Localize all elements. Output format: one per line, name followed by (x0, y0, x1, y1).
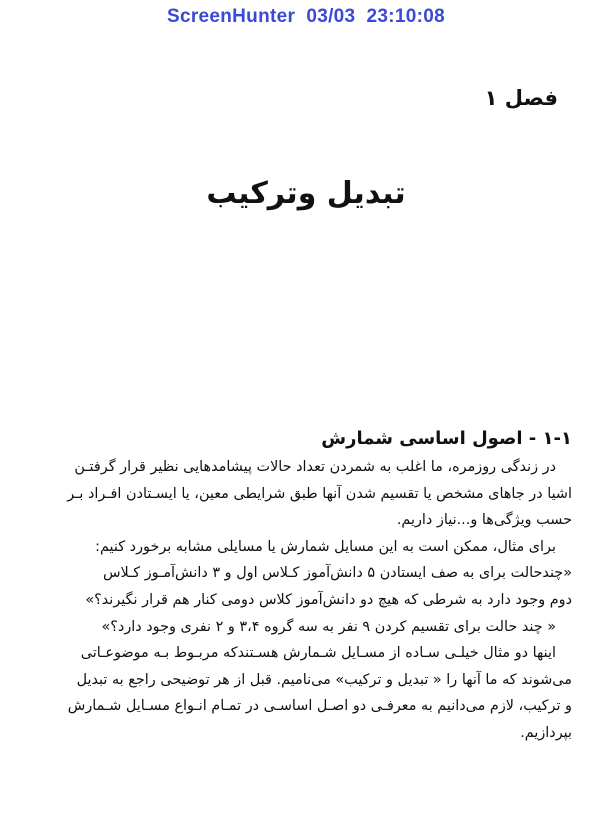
chapter-label: فصل ۱ (484, 86, 558, 110)
text-line: و ترکیب، لازم می‌دانیم به معرفـی دو اصـل اساسـی در تمـام انـواع مسـایل شـمارش (67, 698, 572, 715)
body-text (36, 454, 572, 747)
text-line: می‌شوند که ما آنها را « تبدیل و ترکیب» می‌نامیم. قبل از هر توضیحی راجع به تبدیل (76, 671, 572, 688)
text-line: اشیا در جاهای مشخص یا تقسیم شدن آنها طبق شرایطی معین، یا ایسـتادن افـراد بـر (67, 485, 572, 502)
text-line: حسب ویژگی‌ها و...نیاز داریم. (396, 512, 572, 529)
screenhunter-timestamp: ScreenHunter 03/03 23:10:08 (166, 6, 445, 27)
text-line: برای مثال، ممکن است به این مسایل شمارش یا مسایلی مشابه برخورد کنیم: (95, 538, 556, 555)
chapter-title: تبدیل وترکیب (206, 176, 406, 211)
text-line: دوم وجود دارد به شرطی که هیچ دو دانش‌آموز کلاس دومی کنار هم قرار نگیرند؟» (85, 591, 572, 608)
section-1-1 (36, 426, 572, 747)
text-line: در زندگی روزمره، ما اغلب به شمردن تعداد حالات پیشامدهایی نظیر قرار گرفتـن (74, 459, 556, 475)
text-line: بپردازیم. (520, 724, 572, 741)
text-line: اینها دو مثال خیلـی سـاده از مسـایل شـمارش هسـتندکه مربـوط بـه موضوعـاتی (80, 645, 556, 662)
section-heading: ۱-۱ - اصول اساسی شمارش (321, 428, 572, 449)
text-line: « چند حالت برای تقسیم کردن ۹ نفر به سه گروه ۳،۴ و ۲ نفری وجود دارد؟» (101, 618, 556, 635)
text-line: «چندحالت برای به صف ایستادن ۵ دانش‌آموز کـلاس اول و ۳ دانش‌آمـوز کـلاس (102, 565, 572, 582)
